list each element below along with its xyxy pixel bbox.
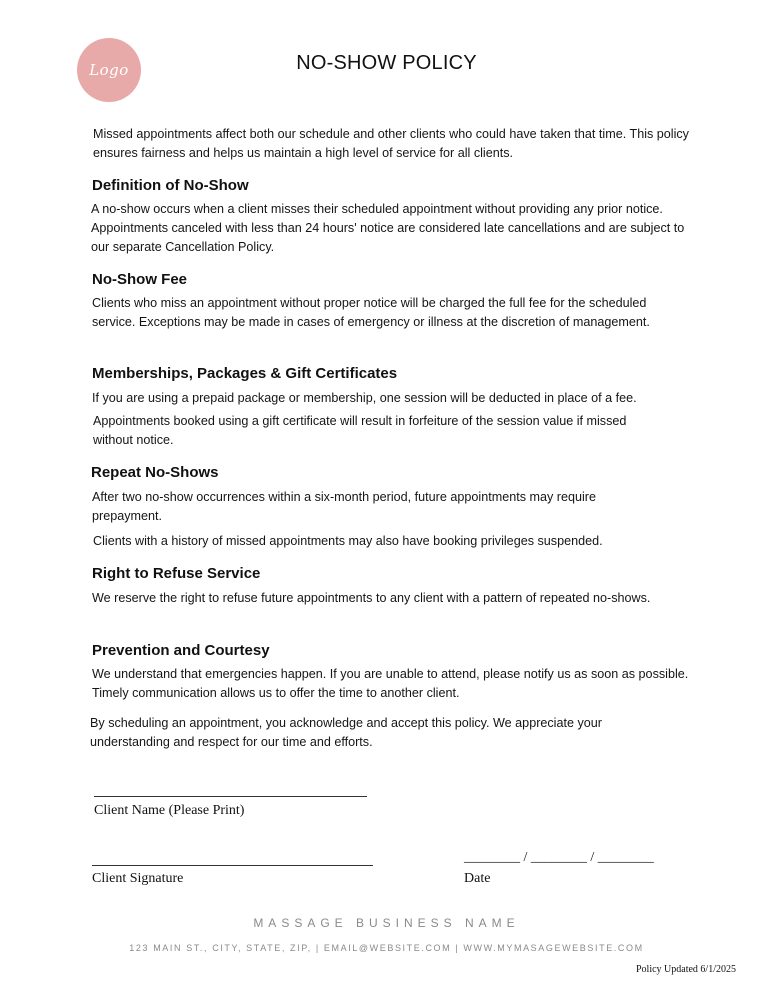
memberships-body-1: If you are using a prepaid package or membership, one session will be deducted in place of a fee.: [92, 391, 637, 405]
repeat-body-2: Clients with a history of missed appointments may also have booking privileges suspended.: [93, 534, 603, 548]
repeat-heading: Repeat No-Shows: [91, 464, 219, 481]
memberships-body-2: Appointments booked using a gift certificate will result in forfeiture of the session value if missed without notice.: [93, 414, 627, 447]
refuse-body: We reserve the right to refuse future appointments to any client with a pattern of repeated no-shows.: [92, 591, 651, 605]
page-title: NO-SHOW POLICY: [296, 52, 477, 74]
business-name: MASSAGE BUSINESS NAME: [253, 916, 520, 930]
date-label: Date: [464, 871, 491, 886]
prevention-body: We understand that emergencies happen. If you are unable to attend, please notify us as soon as possible. Timely communication allows us to offer the time to another client.: [92, 667, 689, 700]
client-name-line[interactable]: [94, 796, 367, 797]
closing-paragraph: By scheduling an appointment, you acknowledge and accept this policy. We appreciate your understanding and respect for our time and efforts.: [90, 716, 602, 749]
client-signature-line[interactable]: [92, 865, 373, 866]
definition-body: A no-show occurs when a client misses their scheduled appointment without providing any prior notice. Appointments canceled with less than 24 hours' notice are considered late cancellations and are subject to our separate Cancellation Policy.: [91, 202, 685, 254]
fee-body: Clients who miss an appointment without proper notice will be charged the full fee for the scheduled service. Exceptions may be made in cases of emergency or illness at the discretion of management.: [92, 296, 650, 329]
definition-heading: Definition of No-Show: [92, 177, 249, 194]
fee-heading: No-Show Fee: [92, 271, 188, 288]
repeat-body-1: After two no-show occurrences within a six-month period, future appointments may require prepayment.: [92, 490, 596, 523]
memberships-heading: Memberships, Packages & Gift Certificates: [92, 365, 398, 382]
date-blanks[interactable]: ________ / ________ / ________: [464, 850, 654, 865]
refuse-heading: Right to Refuse Service: [92, 565, 261, 582]
logo-text: Logo: [89, 61, 129, 79]
prevention-heading: Prevention and Courtesy: [92, 642, 270, 659]
client-signature-label: Client Signature: [92, 871, 184, 886]
intro-paragraph: Missed appointments affect both our schedule and other clients who could have taken that time. This policy ensures fairness and helps us maintain a high level of service for all clients.: [93, 127, 689, 160]
policy-updated-date: Policy Updated 6/1/2025: [636, 964, 736, 975]
client-name-label: Client Name (Please Print): [94, 803, 245, 818]
contact-info: 123 MAIN ST., CITY, STATE, ZIP, | EMAIL@WEBSITE.COM | WWW.MYMASAGEWEBSITE.COM: [129, 943, 644, 953]
